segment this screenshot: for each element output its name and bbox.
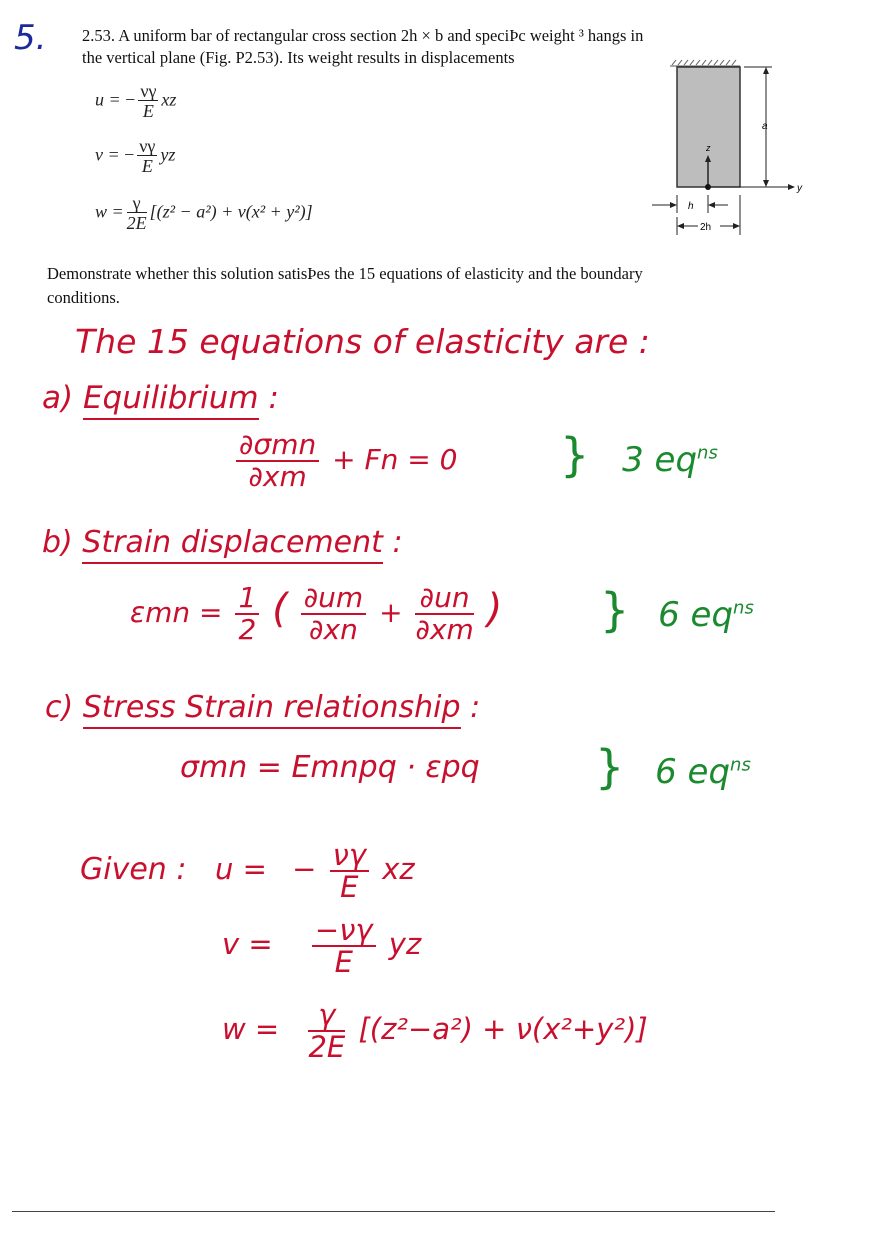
strain-lhs: εmn = [130, 596, 223, 629]
superscript: ns [730, 754, 751, 776]
brace: } [600, 583, 630, 637]
given-u: u = − $\frac{\nu\gamma}{E}$ xz [215, 838, 415, 904]
equation-u: u = − $\frac{\nu\gamma}{E}$ xz [95, 81, 177, 121]
colon: : [392, 525, 403, 560]
section-b-label: b) [42, 525, 73, 560]
stress-strain-count [595, 740, 751, 794]
label-a: a [762, 121, 768, 132]
section-b-title [42, 525, 403, 560]
given-u-tail: xz [382, 852, 415, 886]
section-a-label: a) [42, 380, 74, 416]
notes-heading: The 15 equations of elasticity are : [75, 322, 650, 361]
brace: } [560, 428, 590, 482]
plus: + [379, 596, 403, 629]
superscript: ns [697, 442, 718, 464]
demonstrate-line-1: Demonstrate whether this solution satisÞes the 15 equations of elasticity and the boundary [47, 264, 643, 283]
footer-divider [12, 1211, 775, 1212]
label-z: z [706, 143, 711, 153]
label-h: h [688, 201, 694, 212]
equilibrium-rest: + Fn = 0 [332, 443, 458, 476]
given-v: v = $\frac{-\nu\gamma}{E}$ yz [222, 913, 422, 979]
problem-line-1: 2.53. A uniform bar of rectangular cross section 2h × b and speciÞc weight ³ hangs in [82, 26, 644, 45]
given-w: w = $\frac{\gamma}{2E}$ [(z²−a²) + ν(x²+y²)] [222, 998, 648, 1064]
given-u-lhs: u = [215, 852, 267, 886]
label-2h: 2h [700, 222, 712, 233]
strain-displacement-equation: εmn = $\frac{1}{2}$ ( $\frac{\partial um}{\partial xn}$ + $\frac{\partial un}{\partial xm}$ ) [130, 581, 503, 646]
stress-strain-equation: σmn = Emnpq · εpq [180, 750, 480, 785]
section-c-title [45, 690, 480, 725]
problem-line-2: the vertical plane (Fig. P2.53). Its weight results in displacements [82, 48, 515, 67]
given-w-tail: [(z²−a²) + ν(x²+y²)] [358, 1012, 648, 1046]
equation-v: v = − $\frac{\nu\gamma}{E}$ yz [95, 136, 176, 176]
equilibrium-count [560, 428, 718, 482]
count: 6 eq [655, 752, 731, 792]
demonstrate-line-2: conditions. [47, 288, 120, 307]
open-paren: ( [272, 586, 288, 632]
given-u-sign: − [292, 852, 317, 886]
support-hatch [670, 60, 740, 66]
superscript: ns [733, 597, 754, 619]
equilibrium-title: Equilibrium [83, 380, 259, 420]
bar-figure [640, 55, 815, 240]
equation-w: w = $\frac{\gamma}{2E}$ [(z² − a²) + ν(x² + y²)] [95, 193, 313, 233]
label-y: y [797, 183, 802, 194]
colon: : [268, 380, 279, 416]
equilibrium-equation: $\frac{\text{∂σmn}}{\partial xm}$ + Fn = 0 [232, 430, 457, 492]
brace: } [595, 740, 625, 794]
given-v-tail: yz [388, 927, 422, 961]
count: 3 eq [622, 440, 698, 480]
given-w-lhs: w = [222, 1012, 280, 1046]
close-paren: ) [486, 586, 503, 632]
stress-strain-title: Stress Strain relationship [83, 690, 461, 729]
count: 6 eq [658, 595, 734, 635]
given-v-lhs: v = [222, 927, 273, 961]
strain-displacement-title: Strain displacement [82, 525, 383, 564]
page-number: 5. [14, 18, 47, 58]
strain-count [600, 583, 754, 637]
colon: : [470, 690, 481, 725]
demonstrate-statement [47, 262, 767, 310]
section-a-title [42, 380, 279, 416]
given-label: Given : [80, 852, 187, 887]
section-c-label: c) [45, 690, 74, 725]
